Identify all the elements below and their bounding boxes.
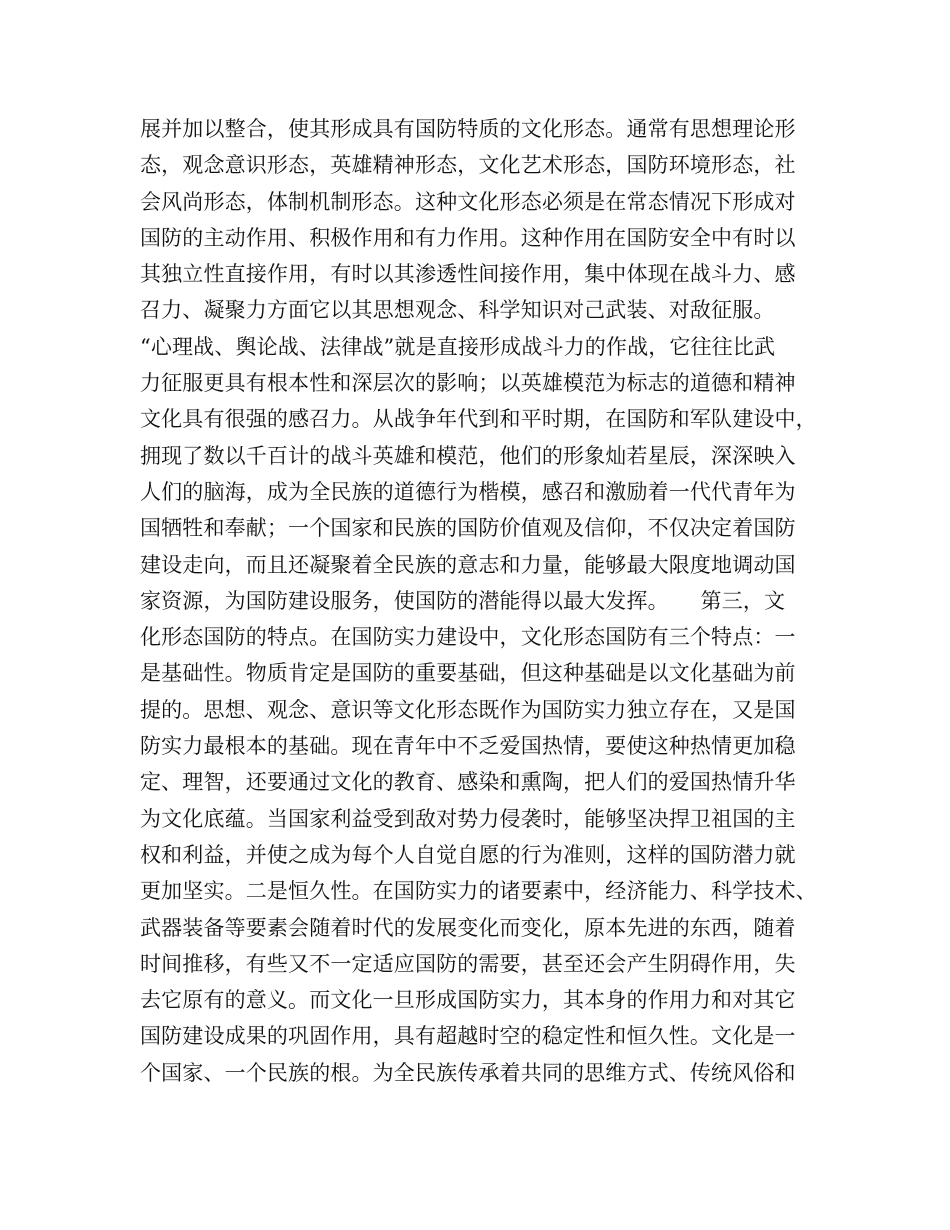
text-line: 建设走向，而且还凝聚着全民族的意志和力量，能够最大限度地调动国 [140,552,796,577]
text-line: 其独立性直接作用，有时以其渗透性间接作用，集中体现在战斗力、感 [140,262,796,287]
text-line: 展并加以整合，使其形成具有国防特质的文化形态。通常有思想理论形 [140,117,796,141]
text-line: 国防建设成果的巩固作用，具有超越时空的稳定性和恒久性。文化是一 [140,1024,796,1049]
text-line: 态，观念意识形态，英雄精神形态，文化艺术形态，国防环境形态，社 [140,153,796,178]
text-line: 为文化底蕴。当国家利益受到敌对势力侵袭时，能够坚决捍卫祖国的主 [140,806,796,831]
text-line: 权和利益，并使之成为每个人自觉自愿的行为准则，这样的国防潜力就 [140,842,796,867]
text-line: 是基础性。物质肯定是国防的重要基础，但这种基础是以文化基础为前 [140,661,796,686]
text-line: 拥现了数以千百计的战斗英雄和模范，他们的形象灿若星辰，深深映入 [140,443,796,468]
text-line: “心理战、舆论战、法律战”就是直接形成战斗力的作战，它往往比武 [140,334,776,359]
text-line: 国防的主动作用、积极作用和有力作用。这种作用在国防安全中有时以 [140,225,796,250]
text-line: 去它原有的意义。而文化一旦形成国防实力，其本身的作用力和对其它 [140,988,796,1013]
text-line: 力征服更具有根本性和深层次的影响；以英雄模范为标志的道德和精神 [140,371,796,396]
body-text [140,111,830,1091]
text-line: 更加坚实。二是恒久性。在国防实力的诸要素中，经济能力、科学技术、 [140,879,817,904]
text-line: 个国家、一个民族的根。为全民族传承着共同的思维方式、传统风俗和 [140,1060,796,1085]
text-line: 国牺牲和奉献；一个国家和民族的国防价值观及信仰，不仅决定着国防 [140,516,796,541]
text-line: 武器装备等要素会随着时代的发展变化而变化，原本先进的东西，随着 [140,915,796,940]
text-line: 提的。思想、观念、意识等文化形态既作为国防实力独立存在，又是国 [140,697,796,722]
text-line: 定、理智，还要通过文化的教育、感染和熏陶，把人们的爱国热情升华 [140,770,796,795]
text-line: 时间推移，有些又不一定适应国防的需要，甚至还会产生阴碍作用，失 [140,951,796,976]
text-line: 召力、凝聚力方面它以其思想观念、科学知识对己武装、对敌征服。 [140,298,775,323]
text-line: 防实力最根本的基础。现在青年中不乏爱国热情，要使这种热情更加稳 [140,734,796,759]
text-line: 家资源，为国防建设服务，使国防的潜能得以最大发挥。 第三，文 [140,588,786,613]
text-line: 化形态国防的特点。在国防实力建设中，文化形态国防有三个特点：一 [140,625,796,650]
text-line: 文化具有很强的感召力。从战争年代到和平时期，在国防和军队建设中， [140,407,817,432]
text-line: 人们的脑海，成为全民族的道德行为楷模，感召和激励着一代代青年为 [140,479,796,504]
text-line: 会风尚形态，体制机制形态。这种文化形态必须是在常态情况下形成对 [140,189,796,214]
